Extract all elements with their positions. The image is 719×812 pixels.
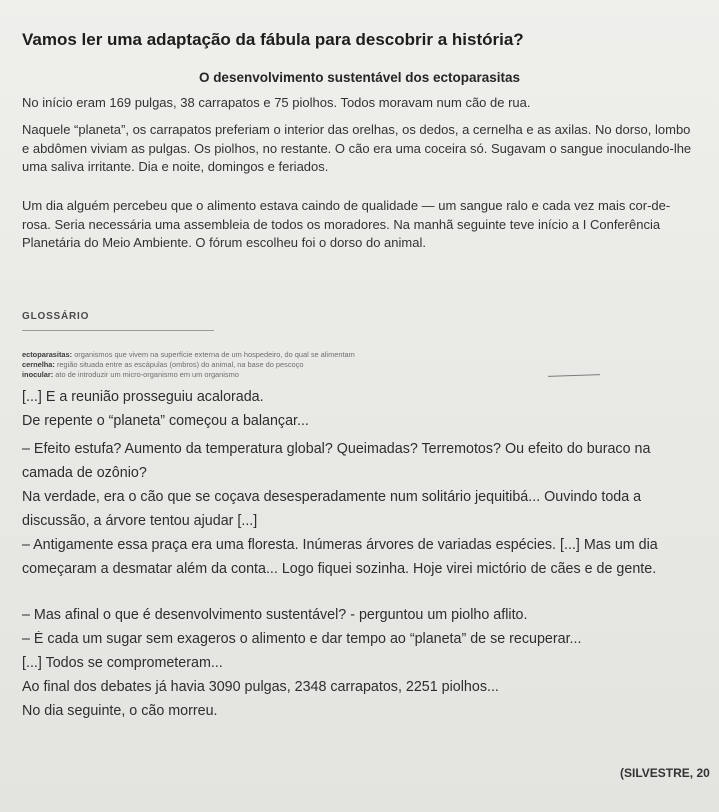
story-line: De repente o “planeta” começou a balançar... (22, 413, 309, 429)
glossary-definition: ato de introduzir um micro-organismo em um organismo (55, 370, 239, 379)
activity-heading: Vamos ler uma adaptação da fábula para descobrir a história? (22, 30, 524, 49)
story-line: – Antigamente essa praça era uma floresta. Inúmeras árvores de variadas espécies. [...] Mas um dia começaram a desmatar além da conta... Logo fiquei sozinha. Hoje virei mictório de cães e de gente. (22, 537, 658, 577)
decorative-line (548, 374, 600, 377)
story-line: Na verdade, era o cão que se coçava desesperadamente num solitário jequitibá... Ouvindo toda a discussão, a árvore tentou ajudar [...] (22, 489, 642, 529)
story-line: – É cada um sugar sem exageros o alimento e dar tempo ao “planeta” de se recuperar... (22, 631, 582, 647)
glossary-term: inocular: (22, 370, 54, 379)
story-line: No dia seguinte, o cão morreu. (22, 703, 218, 719)
story-line: Ao final dos debates já havia 3090 pulgas, 2348 carrapatos, 2251 piolhos... (22, 679, 499, 695)
glossary-definition: organismos que vivem na superfície externa de um hospedeiro, do qual se alimentam (74, 350, 355, 359)
story-paragraph-2: Naquele “planeta”, os carrapatos preferiam o interior das orelhas, os dedos, a cernelha e as axilas. No dorso, lombo e abdômen viviam as pulgas. Os piolhos, no restante. O cão era uma coceira só. Sugavam o sangue inoculando-lhe uma saliva irritante. Dia e noite, domingos e feriados. (22, 122, 692, 175)
story-line: [...] E a reunião prosseguiu acalorada. (22, 389, 264, 405)
glossary-entry (22, 370, 542, 379)
glossary-entry (22, 350, 542, 359)
glossary-entry (22, 360, 542, 369)
glossary-title: GLOSSÁRIO (22, 311, 90, 322)
story-paragraph-1: No início eram 169 pulgas, 38 carrapatos e 75 piolhos. Todos moravam num cão de rua. (22, 95, 531, 110)
glossary-term: ectoparasitas: (22, 350, 73, 359)
story-line: [...] Todos se comprometeram... (22, 655, 223, 671)
source-citation: (SILVESTRE, 20 (620, 766, 710, 780)
story-title: O desenvolvimento sustentável dos ectoparasitas (198, 70, 521, 85)
glossary-term: cernelha: (22, 360, 55, 369)
story-line: – Mas afinal o que é desenvolvimento sustentável? - perguntou um piolho aflito. (22, 607, 528, 623)
glossary-divider (22, 330, 214, 331)
story-line: – Efeito estufa? Aumento da temperatura global? Queimadas? Terremotos? Ou efeito do buraco na camada de ozônio? (22, 441, 651, 481)
story-paragraph-3: Um dia alguém percebeu que o alimento estava caindo de qualidade — um sangue ralo e cada vez mais cor-de-rosa. Seria necessária uma assembleia de todos os moradores. Na manhã seguinte teve início a I Conferência Planetária do Meio Ambiente. O fórum escolheu foi o dorso do animal. (22, 198, 671, 251)
glossary-definition: região situada entre as escápulas (ombros) do animal, na base do pescoço (56, 360, 304, 369)
